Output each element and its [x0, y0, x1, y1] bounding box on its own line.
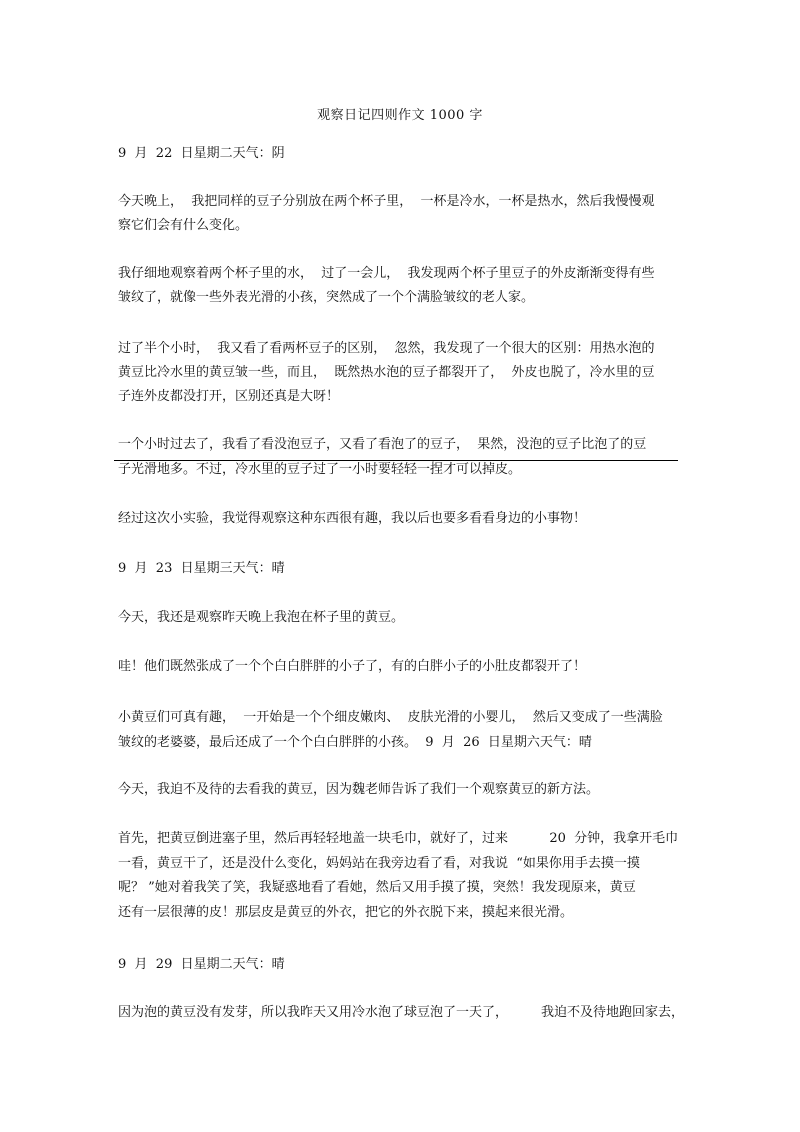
paragraph-line: 首先，把黄豆倒进塞子里，然后再轻轻地盖一块毛巾，就好了，过来 20 分钟，我拿开毛巾	[118, 831, 679, 846]
paragraph-line: 还有一层很薄的皮！那层皮是黄豆的外衣，把它的外衣脱下来，摸起来很光滑。	[118, 905, 574, 920]
paragraph-line: 今天，我还是观察昨天晚上我泡在杯子里的黄豆。	[118, 610, 405, 625]
paragraph-line: 察它们会有什么变化。	[118, 218, 249, 233]
paragraph-line: 今天，我迫不及待的去看我的黄豆，因为魏老师告诉了我们一个观察黄豆的新方法。	[118, 782, 600, 797]
paragraph-line: 子连外皮都没打开，区别还真是大呀！	[118, 389, 340, 404]
paragraph-line: 经过这次小实验，我觉得观察这种东西很有趣，我以后也要多看看身边的小事物！	[118, 511, 587, 526]
diary-date-line: 9 月 29 日星期二天气：晴	[118, 957, 285, 972]
paragraph-line: 皱纹的老婆婆，最后还成了一个个白白胖胖的小孩。 9 月 26 日星期六天气：晴	[118, 735, 592, 750]
paragraph-line: 黄豆比冷水里的黄豆皱一些，而且， 既然热水泡的豆子都裂开了， 外皮也脱了，冷水里的豆	[118, 365, 655, 380]
paragraph-line: 我仔细地观察着两个杯子里的水， 过了一会儿， 我发现两个杯子里豆子的外皮渐渐变得有些	[118, 266, 655, 281]
paragraph-line: 一看，黄豆干了，还是没什么变化，妈妈站在我旁边看了看，对我说 “如果你用手去摸一摸	[118, 856, 640, 871]
paragraph-line: 一个小时过去了，我看了看没泡豆子，又看了看泡了的豆子， 果然，没泡的豆子比泡了的豆	[118, 437, 647, 452]
diary-date-line: 9 月 23 日星期三天气：晴	[118, 561, 285, 576]
paragraph-line: 今天晚上， 我把同样的豆子分别放在两个杯子里， 一杯是冷水，一杯是热水，然后我慢慢观	[118, 194, 655, 209]
paragraph-line: 皱纹了，就像一些外表光滑的小孩，突然成了一个个满脸皱纹的老人家。	[118, 290, 535, 305]
paragraph-line: 因为泡的黄豆没有发芽，所以我昨天又用冷水泡了球豆泡了一天了， 我迫不及待地跑回家去，	[118, 1005, 685, 1020]
paragraph-line: 子光滑地多。不过，冷水里的豆子过了一小时要轻轻一捏才可以掉皮。	[118, 462, 522, 477]
paragraph-line: 小黄豆们可真有趣， 一开始是一个个细皮嫩肉、 皮肤光滑的小婴儿， 然后又变成了一些满脸	[118, 710, 663, 725]
paragraph-line: 哇！他们既然张成了一个个白白胖胖的小子了，有的白胖小子的小肚皮都裂开了！	[118, 659, 587, 674]
horizontal-rule	[114, 460, 678, 461]
document-title: 观察日记四则作文 1000 字	[317, 108, 483, 123]
diary-date-line: 9 月 22 日星期二天气：阴	[118, 146, 285, 161]
paragraph-line: 过了半个小时， 我又看了看两杯豆子的区别， 忽然，我发现了一个很大的区别：用热水泡的	[118, 341, 655, 356]
paragraph-line: 呢？ ”她对着我笑了笑，我疑惑地看了看她，然后又用手摸了摸，突然！我发现原来，黄豆	[118, 880, 636, 895]
